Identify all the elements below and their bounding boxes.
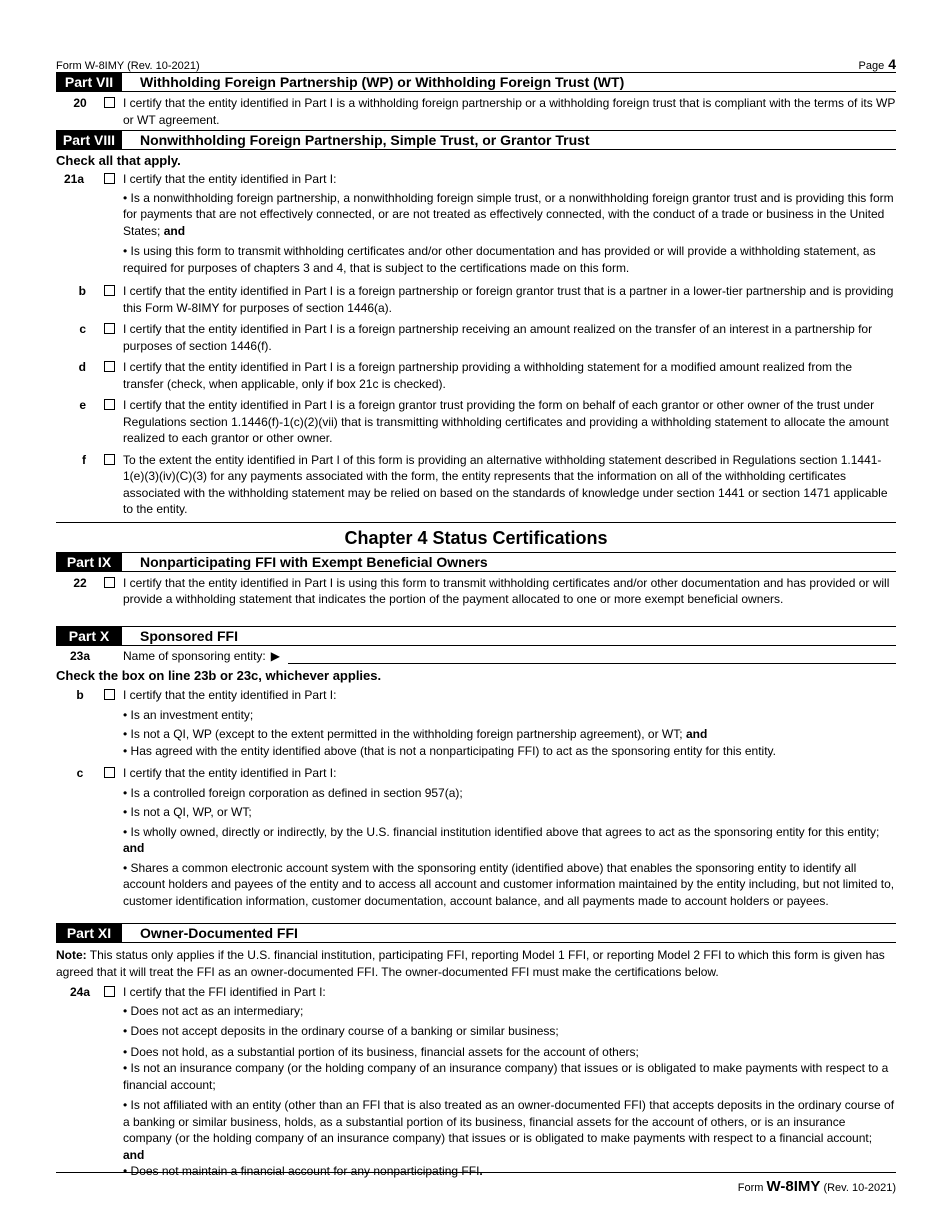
note-text: This status only applies if the U.S. financial institution, participating FFI, reporting Model 1 FFI, or reporting Model 2 FFI to which this form is given has agreed that it will treat the FFI as an owner-documented FFI. The owner-documented FFI must make the certifications below.: [56, 948, 885, 979]
part-xi-note: [56, 947, 896, 980]
chapter-4-title: Chapter 4 Status Certifications: [56, 522, 896, 552]
line-21a: [56, 171, 896, 188]
line-24a-number: 24a: [69, 985, 91, 999]
line-23c-checkbox[interactable]: [104, 767, 115, 778]
part-xi-title: Owner-Documented FFI: [140, 925, 298, 941]
line-23c-bullet-4: • Shares a common electronic account system with the sponsoring entity (identified above) that enables the sponsoring entity to identify all account holders and payees of the entity and to access all account and customer information maintained by the entity including, but not limited to, customer identification information, customer documentation, account balance, and all payments made to account holders or payees.: [123, 860, 895, 908]
line-24a: [56, 984, 896, 1001]
part-ix-tag: Part IX: [56, 553, 122, 571]
line-20: [56, 95, 896, 128]
sponsoring-entity-label: Name of sponsoring entity:: [123, 648, 266, 663]
line-23b-bullet-3: • Has agreed with the entity identified above (that is not a nonparticipating FFI) to act as the sponsoring entity for this entity.: [123, 743, 776, 758]
footer-prefix: Form: [737, 1182, 764, 1194]
part-xi-header: [56, 923, 896, 943]
line-23c-bullet-1: • Is a controlled foreign corporation as defined in section 957(a);: [123, 785, 463, 800]
line-21e: [56, 397, 896, 447]
part-xi-tag: Part XI: [56, 924, 122, 942]
line-23b-bullet-1: • Is an investment entity;: [123, 707, 254, 722]
page-header: [56, 54, 896, 73]
footer-rev: (Rev. 10-2021): [823, 1182, 896, 1194]
part-viii-title: Nonwithholding Foreign Partnership, Simple Trust, or Grantor Trust: [140, 132, 590, 148]
line-23b-letter: b: [76, 688, 84, 702]
line-21a-text: I certify that the entity identified in Part I:: [123, 172, 337, 186]
line-21e-letter: e: [79, 398, 86, 412]
line-23c-letter: c: [76, 766, 84, 780]
line-21b: [56, 283, 896, 316]
line-22-checkbox[interactable]: [104, 577, 115, 588]
part-vii-tag: Part VII: [56, 73, 122, 91]
line-21a-bullet-2: • Is using this form to transmit withholding certificates and/or other documentation and has provided or will provide a withholding statement, as required for purposes of chapters 3 and 4, that is subject to the certifications made on this form.: [123, 244, 876, 275]
page-footer: [56, 1172, 896, 1195]
part-vii-header: [56, 73, 896, 92]
line-21a-checkbox[interactable]: [104, 173, 115, 184]
line-20-checkbox[interactable]: [104, 97, 115, 108]
part-ix-header: [56, 552, 896, 572]
line-22-text: I certify that the entity identified in Part I is using this form to transmit withholding certificates and/or other documentation and has provided or will provide a withholding statement that indicates the portion of the payment allocated to one or more exempt beneficial owners.: [123, 575, 890, 606]
line-23c-bullet-2: • Is not a QI, WP, or WT;: [123, 805, 252, 819]
line-23c-text: I certify that the entity identified in Part I:: [123, 766, 337, 780]
sponsoring-entity-input[interactable]: [288, 649, 896, 664]
line-23b-checkbox[interactable]: [104, 689, 115, 700]
form-page: [56, 54, 896, 1180]
page-label: Page: [858, 60, 885, 72]
page-number: 4: [888, 56, 896, 72]
page-number-block: [859, 56, 897, 72]
line-21b-text: I certify that the entity identified in Part I is a foreign partnership or foreign grantor trust that is a partner in a lower-tier partnership and is providing this Form W-8IMY for purposes of section 1446(a).: [123, 284, 894, 315]
part-x-tag: Part X: [56, 627, 122, 645]
line-21d-letter: d: [78, 360, 86, 374]
line-23a-number: 23a: [69, 648, 91, 663]
line-21c-text: I certify that the entity identified in Part I is a foreign partnership receiving an amount realized on the transfer of an interest in a partnership for purposes of section 1446(f).: [123, 322, 873, 353]
line-24a-bullet-2: • Does not accept deposits in the ordinary course of a banking or similar business;: [123, 1024, 559, 1038]
arrow-icon: ▶: [270, 648, 280, 663]
part-viii-tag: Part VIII: [56, 131, 122, 149]
line-23b-bullet-2: • Is not a QI, WP (except to the extent permitted in the withholding foreign partnership agreement), or WT; and: [123, 727, 708, 741]
line-23b-text: I certify that the entity identified in Part I:: [123, 688, 337, 702]
check-box-23b-23c: Check the box on line 23b or 23c, whichever applies.: [56, 668, 382, 683]
part-x-title: Sponsored FFI: [140, 627, 238, 644]
line-21c-checkbox[interactable]: [104, 323, 115, 334]
line-24a-bullet-3: • Does not hold, as a substantial portion of its business, financial assets for the account of others;: [123, 1044, 639, 1059]
line-22-number: 22: [73, 575, 87, 590]
line-21c-letter: c: [79, 322, 86, 336]
line-23c-bullet-3: • Is wholly owned, directly or indirectly, by the U.S. financial institution identified above that agrees to act as the sponsoring entity for this entity; and: [123, 824, 880, 855]
line-22: [56, 575, 896, 608]
line-21d: [56, 359, 896, 392]
footer-form-name: W-8IMY: [766, 1178, 821, 1195]
note-label: Note:: [56, 948, 87, 962]
line-21d-text: I certify that the entity identified in Part I is a foreign partnership providing a withholding statement for a modified amount realized from the transfer (check, when applicable, only if box 21c is checked).: [123, 360, 853, 391]
line-21b-letter: b: [78, 284, 86, 298]
line-24a-bullet-1: • Does not act as an intermediary;: [123, 1003, 304, 1018]
line-23c: [56, 765, 896, 782]
form-id: Form W-8IMY (Rev. 10-2021): [56, 60, 200, 72]
line-21e-text: I certify that the entity identified in Part I is a foreign grantor trust providing the form on behalf of each grantor or other owner of the trust under Regulations section 1.1446(f)-1(c)(2)(vii) that is transmitting withholding certificates and providing a withholding statement to allocate the amount realized to each grantor or other owner.: [123, 398, 889, 445]
line-24a-checkbox[interactable]: [104, 986, 115, 997]
part-ix-title: Nonparticipating FFI with Exempt Beneficial Owners: [140, 553, 488, 570]
line-21f: [56, 452, 896, 518]
line-21f-text: To the extent the entity identified in Part I of this form is providing an alternative withholding statement described in Regulations section 1.1441-1(e)(3)(iv)(C)(3) for any payments associated with the form, the entity represents that the information on all of the withholding certificates associated with the withholding statement may be relied on based on the standards of knowledge under section 1441 or section 1471 applicable to the entity.: [123, 452, 888, 516]
part-viii-header: [56, 130, 896, 150]
line-21d-checkbox[interactable]: [104, 361, 115, 372]
line-23a: [56, 648, 896, 665]
line-24a-bullet-6: • Does not maintain a financial account for any nonparticipating FFI.: [123, 1164, 483, 1178]
part-x-header: [56, 626, 896, 646]
line-21f-letter: f: [82, 452, 86, 467]
line-24a-bullet-4: • Is not an insurance company (or the holding company of an insurance company) that issues or is obligated to make payments with respect to a financial account;: [123, 1061, 889, 1092]
line-21b-checkbox[interactable]: [104, 285, 115, 296]
line-21a-number: 21a: [64, 172, 85, 186]
line-20-number: 20: [73, 96, 87, 110]
check-all-apply: Check all that apply.: [56, 153, 181, 168]
line-21a-bullet-1: • Is a nonwithholding foreign partnership, a nonwithholding foreign simple trust, or a nonwithholding foreign grantor trust and is providing this form for payments that are not effectively connected, or are not treated as effectively connected, with the conduct of a trade or business in the United States; and: [123, 190, 894, 238]
line-24a-text: I certify that the FFI identified in Part I:: [123, 985, 326, 999]
line-21c: [56, 321, 896, 354]
part-vii-title: Withholding Foreign Partnership (WP) or Withholding Foreign Trust (WT): [140, 74, 625, 90]
line-21f-checkbox[interactable]: [104, 454, 115, 465]
line-20-text: I certify that the entity identified in Part I is a withholding foreign partnership or a withholding foreign trust that is compliant with the terms of its WP or WT agreement.: [123, 96, 896, 127]
line-23b: [56, 687, 896, 704]
line-24a-bullet-5: • Is not affiliated with an entity (other than an FFI that is also treated as an owner-documented FFI) that accepts deposits in the ordinary course of a banking or similar business, holds, as a substantial portion of its business, financial assets for the account of others, or is an insurance company (or the holding company of an insurance company) that issues or is obligated to make payments with respect to a financial account; and: [123, 1098, 895, 1162]
line-21e-checkbox[interactable]: [104, 399, 115, 410]
